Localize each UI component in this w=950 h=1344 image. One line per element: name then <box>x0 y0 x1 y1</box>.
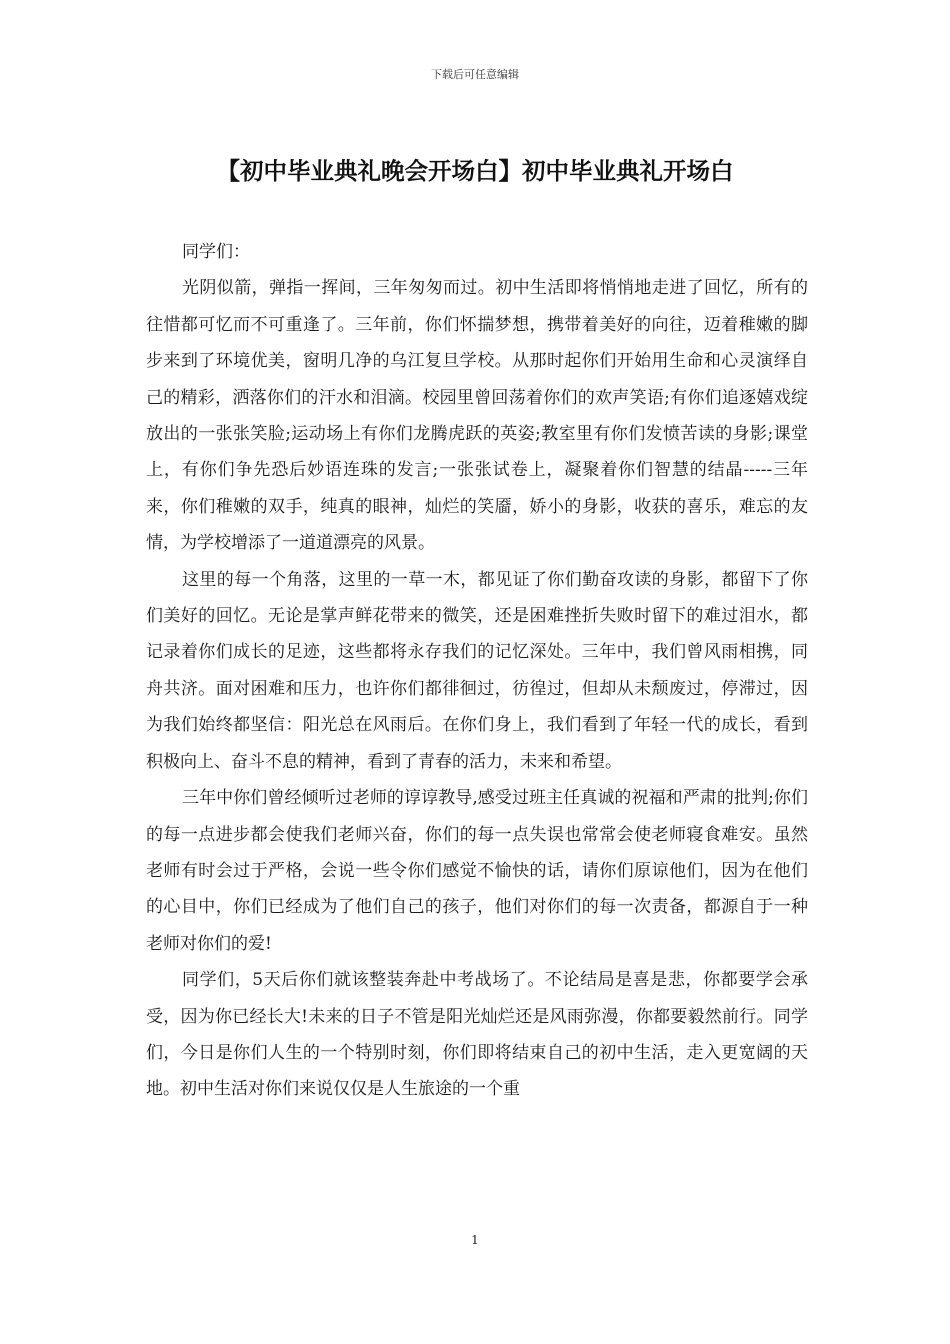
paragraph: 这里的每一个角落，这里的一草一木，都见证了你们勤奋攻读的身影，都留下了你们美好的回忆。无论是掌声鲜花带来的微笑，还是困难挫折失败时留下的难过泪水，都记录着你们成长的足迹，这些都将永存我们的记忆深处。三年中，我们曾风雨相携，同舟共济。面对困难和压力，也许你们都徘徊过，彷徨过，但却从未颓废过，停滞过，因为我们始终都坚信：阳光总在风雨后。在你们身上，我们看到了年轻一代的成长，看到积极向上、奋斗不息的精神，看到了青春的活力，未来和希望。 <box>146 569 808 772</box>
paragraph: 同学们，5天后你们就该整装奔赴中考战场了。不论结局是喜是悲，你都要学会承受，因为你已经长大!未来的日子不管是阳光灿烂还是风雨弥漫，你都要毅然前行。同学们，今日是你们人生的一个特别时刻，你们即将结束自己的初中生活，走入更宽阔的天地。初中生活对你们来说仅仅是人生旅途的一个重 <box>146 970 808 1100</box>
page-header-note: 下载后可任意编辑 <box>431 68 519 81</box>
paragraph: 光阴似箭，弹指一挥间，三年匆匆而过。初中生活即将悄悄地走进了回忆，所有的往惜都可忆而不可重逢了。三年前，你们怀揣梦想，携带着美好的向往，迈着稚嫩的脚步来到了环境优美，窗明几净的乌江复旦学校。从那时起你们开始用生命和心灵演绎自己的精彩，洒落你们的汗水和泪滴。校园里曾回荡着你们的欢声笑语;有你们追逐嬉戏绽放出的一张张笑脸;运动场上有你们龙腾虎跃的英姿;教室里有你们发愤苦读的身影;课堂上，有你们争先恐后妙语连珠的发言;一张张试卷上，凝聚着你们智慧的结晶-----三年来，你们稚嫩的双手，纯真的眼神，灿烂的笑靥，娇小的身影，收获的喜乐，难忘的友情，为学校增添了一道道漂亮的风景。 <box>146 278 808 554</box>
document-title: 【初中毕业典礼晚会开场白】初中毕业典礼开场白 <box>216 157 734 185</box>
paragraph-greeting: 同学们： <box>182 242 250 262</box>
paragraph: 三年中你们曾经倾听过老师的谆谆教导,感受过班主任真诚的祝福和严肃的批判;你们的每一点进步都会使我们老师兴奋，你们的每一点失误也常常会使老师寝食难安。虽然老师有时会过于严格，会说一些令你们感觉不愉快的话，请你们原谅他们，因为在他们的心目中，你们已经成为了他们自己的孩子，他们对你们的每一次责备，都源自于一种老师对你们的爱! <box>146 788 808 954</box>
document-body <box>146 234 808 1108</box>
page-number: 1 <box>471 1233 479 1247</box>
